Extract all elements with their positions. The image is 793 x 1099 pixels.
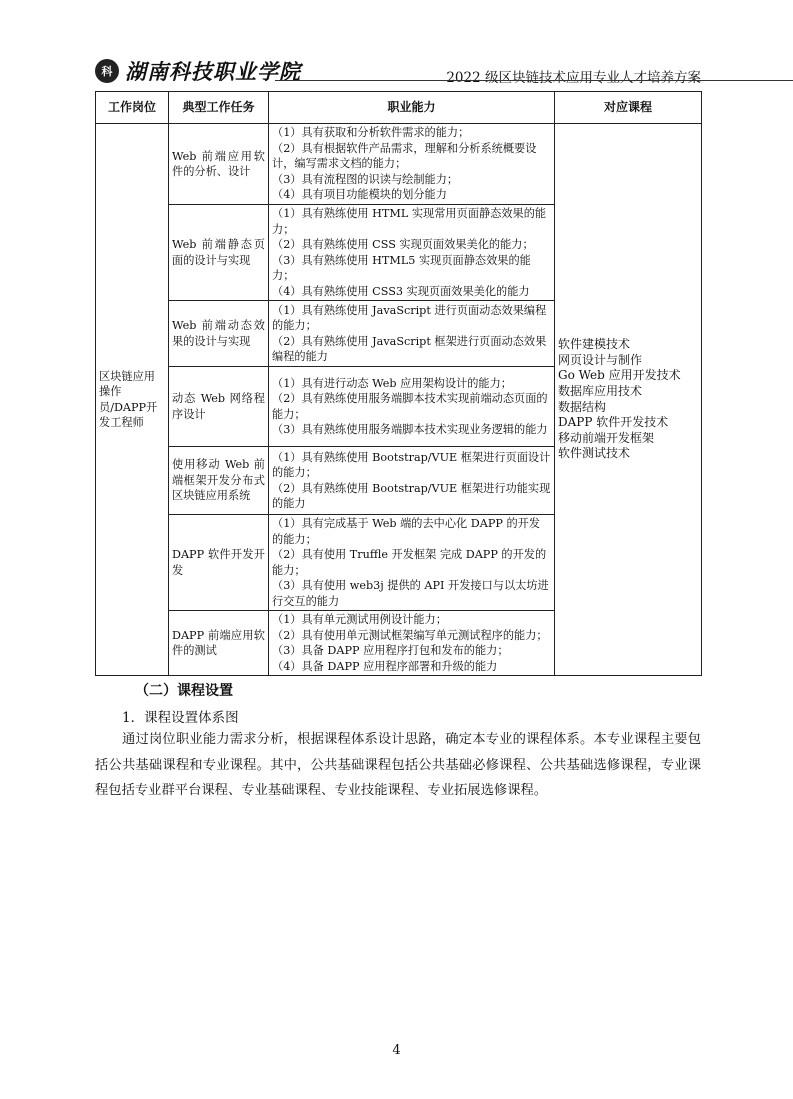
course-item: DAPP 软件开发技术 (558, 415, 669, 430)
column-header: 工作岗位 (96, 92, 169, 124)
ability-item: （2）具有熟练使用 Bootstrap/VUE 框架进行功能实现的能力 (272, 481, 551, 510)
course-item: 软件建模技术 (558, 337, 631, 352)
column-header: 对应课程 (555, 92, 702, 124)
task-cell: 动态 Web 网络程序设计 (169, 367, 269, 447)
school-name: 湖南科技职业学院 (125, 59, 301, 84)
ability-item: （4）具有熟练使用 CSS3 实现页面效果美化的能力 (272, 284, 530, 298)
position-cell: 区块链应用操作员/DAPP开发工程师 (96, 124, 169, 676)
ability-cell (269, 124, 555, 205)
body-paragraph: 通过岗位职业能力需求分析，根据课程体系设计思路，确定本专业的课程体系。本专业课程主要包括公共基础课程和专业课程。其中，公共基础课程包括公共基础必修课程、公共基础选修课程，专业课程包括专业群平台课程、专业基础课程、专业技能课程、专业拓展选修课程。 (95, 732, 701, 798)
task-cell: 使用移动 Web 前端框架开发分布式区块链应用系统 (169, 447, 269, 515)
ability-item: （4）具有项目功能模块的划分能力 (272, 188, 447, 202)
ability-item: （3）具有流程图的识读与绘制能力； (272, 172, 459, 186)
ability-item: （2）具有熟练使用服务端脚本技术实现前端动态页面的能力； (272, 392, 548, 421)
task-cell: Web 前端动态效果的设计与实现 (169, 301, 269, 367)
ability-item: （2）具有熟练使用 JavaScript 框架进行页面动态效果编程的能力 (272, 334, 547, 363)
ability-item: （1）具有单元测试用例设计能力； (272, 613, 447, 626)
ability-item: （1）具有获取和分析软件需求的能力； (272, 126, 470, 140)
course-item: 数据库应用技术 (558, 383, 643, 398)
document-title: 2022 级区块链技术应用专业人才培养方案 (446, 70, 701, 86)
ability-cell (269, 447, 555, 515)
ability-item: （1）具有熟练使用 HTML 实现常用页面静态效果的能力； (272, 207, 547, 236)
ability-item: （3）具有使用 web3j 提供的 API 开发接口与以太坊进行交互的能力 (272, 579, 549, 608)
ability-item: （3）具有熟练使用服务端脚本技术实现业务逻辑的能力 (272, 423, 548, 436)
section-heading: （二）课程设置 (135, 683, 233, 699)
ability-item: （2）具有熟练使用 CSS 实现页面效果美化的能力； (272, 238, 534, 251)
ability-item: （1）具有熟练使用 JavaScript 进行页面动态效果编程的能力； (272, 303, 547, 332)
task-cell: DAPP 软件开发开发 (169, 515, 269, 611)
ability-item: （4）具备 DAPP 应用程序部署和升级的能力 (272, 659, 498, 673)
task-cell: Web 前端应用软件的分析、设计 (169, 124, 269, 205)
ability-item: （2）具有根据软件产品需求，理解和分析系统概要设计，编写需求文档的能力； (272, 141, 537, 171)
course-item: 数据结构 (558, 399, 607, 414)
ability-cell (269, 205, 555, 301)
school-seal-icon: 科 (95, 59, 119, 83)
table-header-row (96, 92, 702, 124)
ability-course-table (95, 91, 702, 676)
subsection-heading: 1．课程设置体系图 (122, 710, 239, 726)
page-header (95, 58, 701, 86)
task-cell: Web 前端静态页面的设计与实现 (169, 205, 269, 301)
school-logo (95, 56, 355, 86)
ability-item: （3）具有熟练使用 HTML5 实现页面静态效果的能力； (272, 253, 531, 282)
ability-cell (269, 367, 555, 447)
ability-cell (269, 301, 555, 367)
ability-item: （3）具备 DAPP 应用程序打包和发布的能力； (272, 644, 509, 657)
course-item: 软件测试技术 (558, 446, 631, 461)
ability-item: （1）具有进行动态 Web 应用架构设计的能力； (272, 376, 512, 390)
task-cell: DAPP 前端应用软件的测试 (169, 611, 269, 676)
ability-item: （1）具有完成基于 Web 端的去中心化 DAPP 的开发的能力； (272, 517, 541, 546)
course-item: Go Web 应用开发技术 (558, 368, 681, 383)
course-item: 网页设计与制作 (558, 352, 643, 367)
ability-cell (269, 611, 555, 676)
column-header: 职业能力 (269, 92, 555, 124)
course-cell (555, 124, 702, 676)
column-header: 典型工作任务 (169, 92, 269, 124)
table-row (96, 124, 702, 205)
page-number: 4 (392, 1043, 401, 1058)
header-rule (275, 80, 793, 81)
ability-item: （1）具有熟练使用 Bootstrap/VUE 框架进行页面设计的能力； (272, 450, 551, 479)
course-item: 移动前端开发框架 (558, 430, 655, 445)
ability-cell (269, 515, 555, 611)
ability-item: （2）具有使用 Truffle 开发框架 完成 DAPP 的开发的能力； (272, 548, 547, 577)
ability-item: （2）具有使用单元测试框架编写单元测试程序的能力； (272, 628, 548, 642)
